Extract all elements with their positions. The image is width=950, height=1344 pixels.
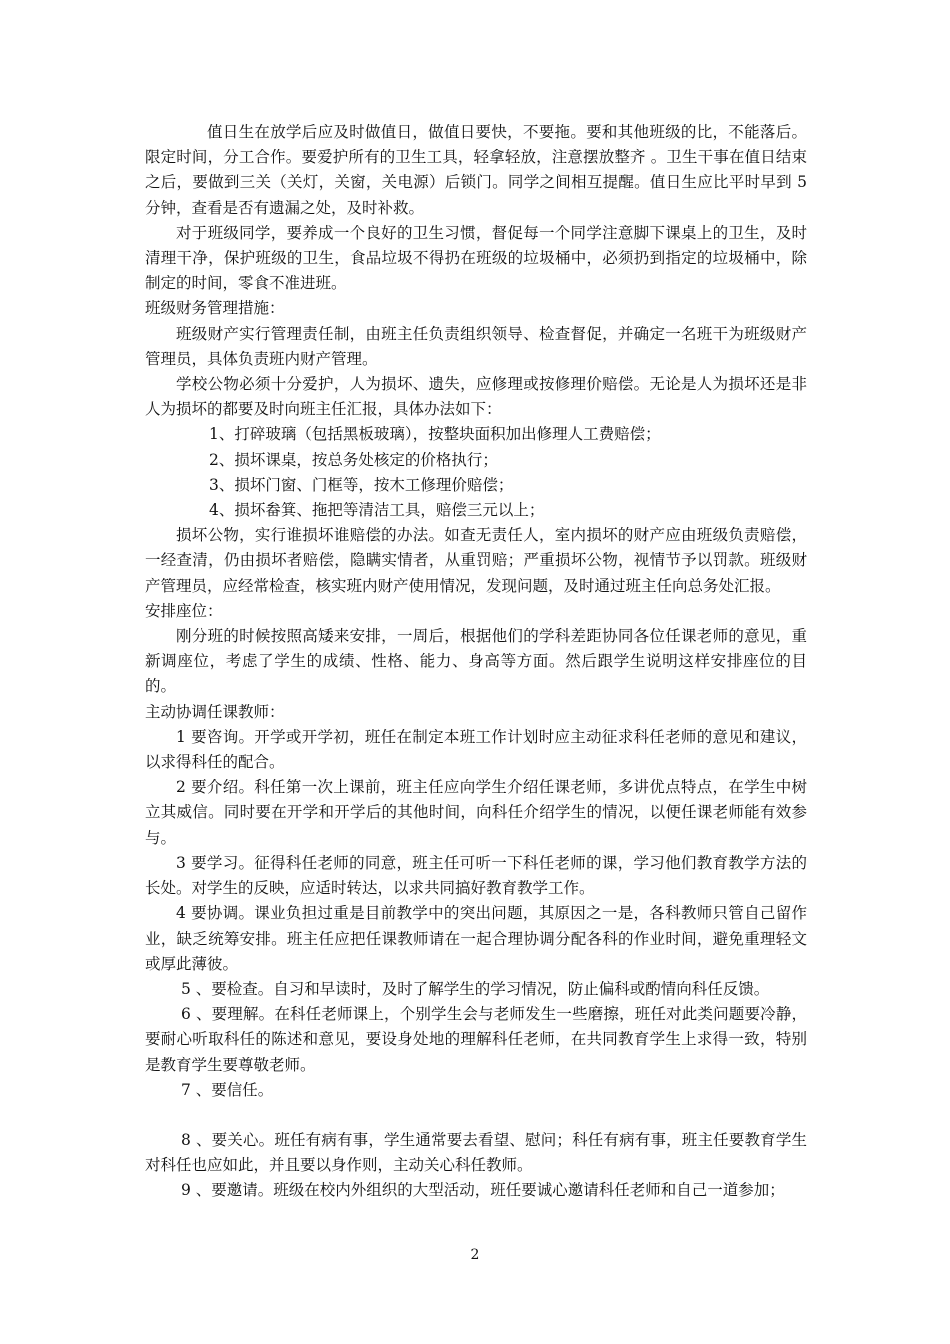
list-item: 2、损坏课桌，按总务处核定的价格执行；	[209, 450, 498, 469]
paragraph-invite: 9 、要邀请。班级在校内外组织的大型活动，班任要诚心邀请科任老师和自己一道参加；	[181, 1181, 785, 1200]
paragraph-compensation: 损坏公物，实行谁损坏谁赔偿的办法。如查无责任人，室内损坏的财产应由班级负责赔偿，一经查清，仍由损坏者赔偿，隐瞒实情者，从重罚赔；严重损坏公物，视情节予以罚款。班级财产管理员，应经常检查，核实班内财产使用情况，发现问题，及时通过班主任向总务处汇报。	[145, 526, 807, 595]
list-item: 4、损坏畚箕、拖把等清洁工具，赔偿三元以上；	[209, 501, 545, 520]
heading-coordinate-teachers: 主动协调任课教师：	[145, 702, 285, 721]
blank-line	[145, 1103, 807, 1128]
page-number: 2	[470, 1247, 480, 1263]
paragraph-introduce: 2 要介绍。科任第一次上课前，班主任应向学生介绍任课老师，多讲优点特点，在学生中树立其威信。同时要在开学和开学后的其他时间，向科任介绍学生的情况，以便任课老师能有效参与。	[145, 778, 807, 847]
paragraph-check: 5 、要检查。自习和早读时，及时了解学生的学习情况，防止偏科或酌情向科任反馈。	[181, 979, 770, 998]
paragraph-learn: 3 要学习。征得科任老师的同意，班主任可听一下科任老师的课，学习他们教育教学方法的长处。对学生的反映，应适时转达，以求共同搞好教育教学工作。	[145, 853, 807, 898]
heading-finance: 班级财务管理措施：	[145, 299, 285, 318]
paragraph-understand: 6 、要理解。在科任老师课上，个别学生会与老师发生一些磨擦，班任对此类问题要冷静，要耐心听取科任的陈述和意见，要设身处地的理解科任老师，在共同教育学生上求得一致，特别是教育学生要尊敬老师。	[145, 1005, 807, 1074]
paragraph-trust: 7 、要信任。	[181, 1080, 274, 1099]
paragraph-hygiene-habit: 对于班级同学，要养成一个良好的卫生习惯，督促每一个同学注意脚下课桌上的卫生，及时清理干净，保护班级的卫生，食品垃圾不得扔在班级的垃圾桶中，必须扔到指定的垃圾桶中，除制定的时间，零食不准进班。	[145, 223, 807, 293]
document-body	[145, 120, 807, 1204]
list-item: 1、打碎玻璃（包括黑板玻璃），按整块面积加出修理人工费赔偿；	[209, 425, 661, 444]
paragraph-duty: 值日生在放学后应及时做值日，做值日要快，不要拖。要和其他班级的比，不能落后。限定时间，分工合作。要爱护所有的卫生工具，轻拿轻放，注意摆放整齐 。卫生干事在值日结束之后，要做到三关（关灯，关窗，关电源）后锁门。同学之间相互提醒。值日生应比平时早到 5 分钟，查看是否有遗漏之处，及时补救。	[145, 123, 807, 217]
paragraph-public-property: 学校公物必须十分爱护，人为损坏、遗失，应修理或按修理价赔偿。无论是人为损坏还是非人为损坏的都要及时向班主任汇报，具体办法如下：	[145, 375, 807, 419]
paragraph-coordinate: 4 要协调。课业负担过重是目前教学中的突出问题，其原因之一是，各科教师只管自己留作业，缺乏统筹安排。班主任应把任课教师请在一起合理协调分配各科的作业时间，避免重理轻文或厚此薄彼。	[145, 904, 807, 973]
list-item: 3、损坏门窗、门框等，按木工修理价赔偿；	[209, 475, 514, 494]
paragraph-consult: 1 要咨询。开学或开学初，班任在制定本班工作计划时应主动征求科任老师的意见和建议，以求得科任的配合。	[145, 727, 807, 772]
paragraph-care: 8 、要关心。班任有病有事，学生通常要去看望、慰问；科任有病有事，班主任要教育学生对科任也应如此，并且要以身作则，主动关心科任教师。	[145, 1130, 807, 1175]
heading-seating: 安排座位：	[145, 601, 223, 620]
paragraph-property-responsibility: 班级财产实行管理责任制，由班主任负责组织领导、检查督促，并确定一名班干为班级财产管理员，具体负责班内财产管理。	[145, 324, 807, 368]
paragraph-seating: 刚分班的时候按照高矮来安排，一周后，根据他们的学科差距协同各位任课老师的意见，重新调座位，考虑了学生的成绩、性格、能力、身高等方面。然后跟学生说明这样安排座位的目的。	[145, 627, 807, 696]
